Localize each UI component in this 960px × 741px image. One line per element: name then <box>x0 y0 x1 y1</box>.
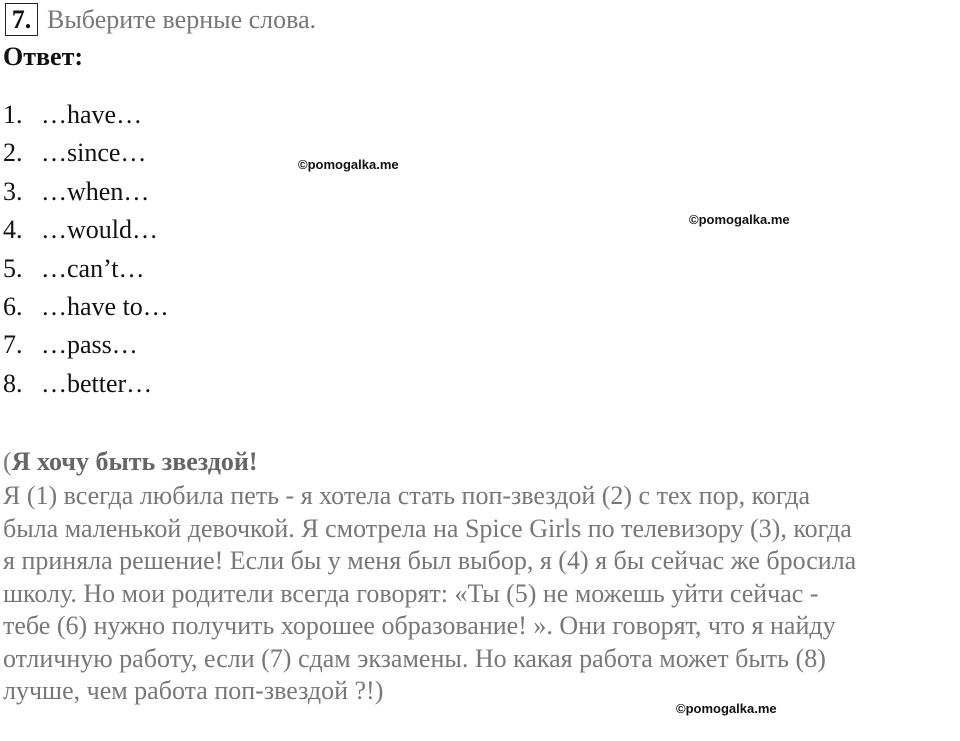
item-text: …have… <box>41 100 143 129</box>
item-text: …have to… <box>41 291 169 321</box>
open-paren: ( <box>3 447 12 476</box>
list-item <box>3 250 169 288</box>
item-number: 2. <box>3 138 23 168</box>
story-line: тебе (6) нужно получить хорошее образование! ». Они говорят, что я найду <box>3 611 836 640</box>
story-title-text: Я хочу быть звездой! <box>11 447 258 476</box>
item-text: …since… <box>41 138 147 168</box>
watermark: ©pomogalka.me <box>676 701 777 716</box>
item-number: 3. <box>3 176 23 206</box>
item-number: 7. <box>3 330 23 360</box>
list-item <box>3 96 169 134</box>
item-number: 8. <box>3 368 23 398</box>
item-number: 1. <box>3 100 23 129</box>
story-line: была маленькой девочкой. Я смотрела на Spice Girls по телевизору (3), когда <box>3 513 852 543</box>
task-number: 7. <box>5 3 38 36</box>
answer-label: Ответ: <box>3 42 84 71</box>
list-item <box>3 173 169 211</box>
story-line: школу. Но мои родители всегда говорят: «Ты (5) не можешь уйти сейчас - <box>3 578 819 608</box>
item-number: 4. <box>3 215 23 245</box>
story-line: я приняла решение! Если бы у меня был выбор, я (4) я бы сейчас же бросила <box>3 546 857 575</box>
item-number: 6. <box>3 291 23 321</box>
list-item <box>3 134 169 172</box>
item-text: …would… <box>41 215 158 245</box>
list-item <box>3 211 169 249</box>
watermark: ©pomogalka.me <box>689 212 790 227</box>
list-item <box>3 365 169 403</box>
list-item <box>3 288 169 326</box>
story-text <box>3 480 856 708</box>
story-line: лучше, чем работа поп-звездой ?!) <box>3 676 384 705</box>
story-title <box>3 445 258 479</box>
task-title: Выберите верные слова. <box>47 5 317 34</box>
story-line: Я (1) всегда любила петь - я хотела стать поп-звездой (2) с тех пор, когда <box>3 481 811 510</box>
watermark: ©pomogalka.me <box>298 157 399 172</box>
item-text: …better… <box>41 368 153 398</box>
item-number: 5. <box>3 253 23 283</box>
answer-list <box>3 96 169 403</box>
list-item <box>3 326 169 364</box>
item-text: …can’t… <box>41 253 145 283</box>
item-text: …pass… <box>41 330 138 360</box>
item-text: …when… <box>41 176 150 206</box>
story-line: отличную работу, если (7) сдам экзамены. Но какая работа может быть (8) <box>3 643 826 673</box>
